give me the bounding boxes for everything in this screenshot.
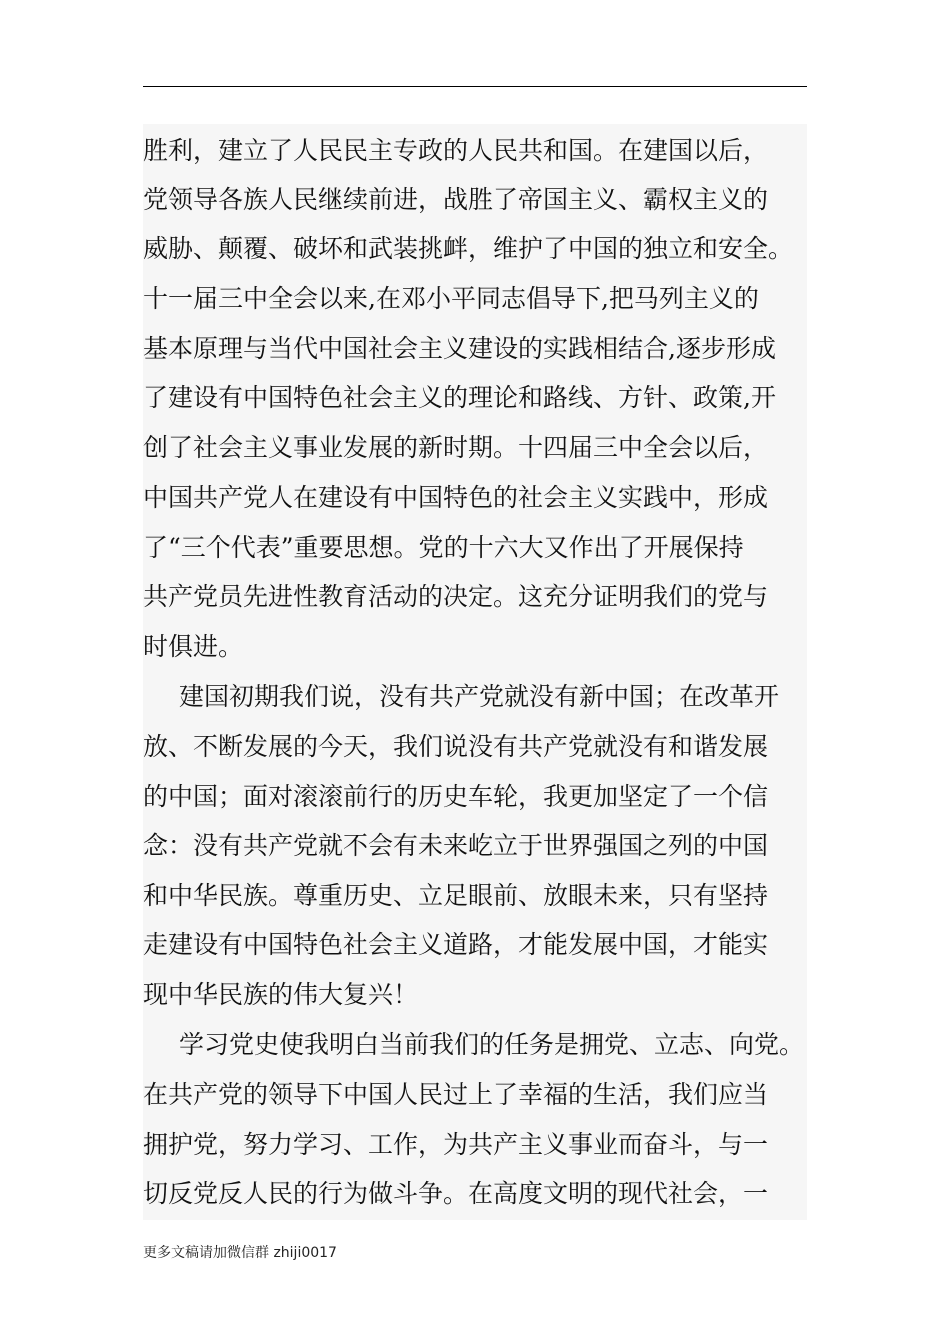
text-line: 基本原理与当代中国社会主义建设的实践相结合,逐步形成: [143, 334, 776, 363]
text-line: 十一届三中全会以来,在邓小平同志倡导下,把马列主义的: [143, 284, 759, 313]
text-line: 胜利，建立了人民民主专政的人民共和国。在建国以后，: [143, 136, 769, 165]
text-line: 念：没有共产党就不会有未来屹立于世界强国之列的中国: [143, 831, 769, 860]
text-line: 的中国；面对滚滚前行的历史车轮，我更加坚定了一个信: [143, 782, 769, 811]
text-line: 党领导各族人民继续前进，战胜了帝国主义、霸权主义的: [143, 185, 769, 214]
text-line: 威胁、颠覆、破坏和武装挑衅，维护了中国的独立和安全。: [143, 234, 794, 263]
text-line: 共产党员先进性教育活动的决定。这充分证明我们的党与: [143, 582, 769, 611]
text-line: 和中华民族。尊重历史、立足眼前、放眼未来，只有坚持: [143, 881, 769, 910]
text-line: 了建设有中国特色社会主义的理论和路线、方针、政策,开: [143, 383, 776, 412]
document-body: [143, 124, 807, 1220]
text-line: 拥护党，努力学习、工作，为共产主义事业而奋斗，与一: [143, 1130, 769, 1159]
paragraph-first-line: 建国初期我们说，没有共产党就没有新中国；在改革开: [179, 682, 780, 711]
paragraph-first-line: 学习党史使我明白当前我们的任务是拥党、立志、向党。: [179, 1030, 805, 1059]
text-line: 放、不断发展的今天，我们说没有共产党就没有和谐发展: [143, 732, 769, 761]
text-line: 中国共产党人在建设有中国特色的社会主义实践中，形成: [143, 483, 769, 512]
text-line: 切反党反人民的行为做斗争。在高度文明的现代社会，一: [143, 1179, 769, 1208]
text-line: 了“三个代表”重要思想。党的十六大又作出了开展保持: [143, 533, 744, 562]
text-line: 在共产党的领导下中国人民过上了幸福的生活，我们应当: [143, 1080, 769, 1109]
text-line: 创了社会主义事业发展的新时期。十四届三中全会以后，: [143, 433, 769, 462]
text-line: 走建设有中国特色社会主义道路，才能发展中国，才能实: [143, 930, 769, 959]
text-line: 现中华民族的伟大复兴！: [143, 980, 419, 1009]
text-line: 时俱进。: [143, 632, 244, 661]
header-rule: [143, 86, 807, 87]
footer-note: 更多文稿请加微信群 zhiji0017: [143, 1245, 337, 1261]
